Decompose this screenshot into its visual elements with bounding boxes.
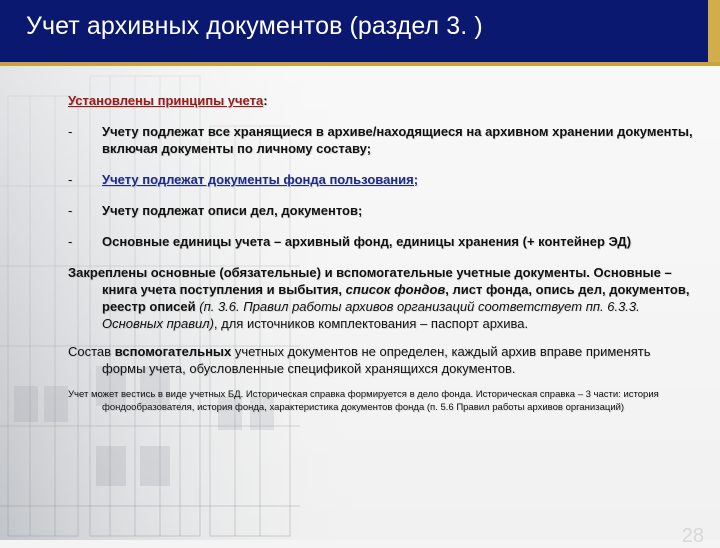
title-bar [0,0,720,62]
main-documents-paragraph [68,264,696,332]
header-accent [708,0,720,62]
principle-text: Учету подлежат описи дел, документов; [102,203,363,218]
para-plain-text: учетных документов не определен, каждый архив вправе применять формы учета, обусловленные спецификой хранящихся документов. [102,344,651,376]
principle-item [68,233,696,250]
slide-title: Учет архивных документов (раздел 3. ) [26,12,483,40]
para-bold-text: Закреплены основные (обязательные) и вспомогательные учетные документы. Основные – книга учета поступления и выбытия, [68,265,672,297]
principles-heading-text: Установлены принципы учета [68,93,264,108]
para-italic-reference: (п. 3.6. Правил работы архивов организаций соответствует пп. 6.3.3. Основных правил) [102,299,640,331]
bullet-dash: - [68,203,73,218]
page-number: 28 [681,525,704,547]
bullet-dash: - [68,234,73,249]
para-bold-text: , лист фонда, опись дел, документов, реестр описей [102,282,690,314]
principles-heading-colon: : [263,93,268,108]
para-italic-text: список фондов [342,282,446,297]
auxiliary-documents-paragraph [68,343,696,377]
principle-item [68,123,696,157]
principle-text: Учету подлежат все хранящиеся в архиве/находящиеся на архивном хранении документы, включая документы по личному составу; [102,124,693,156]
bullet-dash: - [68,124,73,139]
principle-link-text[interactable]: Учету подлежат документы фонда пользования; [102,172,419,187]
bullet-dash: - [68,172,73,187]
accounting-db-paragraph: Учет может вестись в виде учетных БД. Историческая справка формируется в дело фонда. Историческая справка – 3 части: история фондообразователя, история фонда, характеристика документов фонда (п. 5.6 Правил работы архивов организаций) [68,389,659,413]
principle-text: Основные единицы учета – архивный фонд, единицы хранения (+ контейнер ЭД) [102,234,632,249]
slide-content [68,92,696,425]
para-bold-text: вспомогательных [114,344,232,359]
principle-item-link[interactable] [68,171,696,188]
para-plain-text: Состав [68,344,115,359]
principles-heading [68,92,696,109]
para-plain-text: , для источников комплектования – паспорт архива. [213,316,529,331]
principle-item [68,202,696,219]
